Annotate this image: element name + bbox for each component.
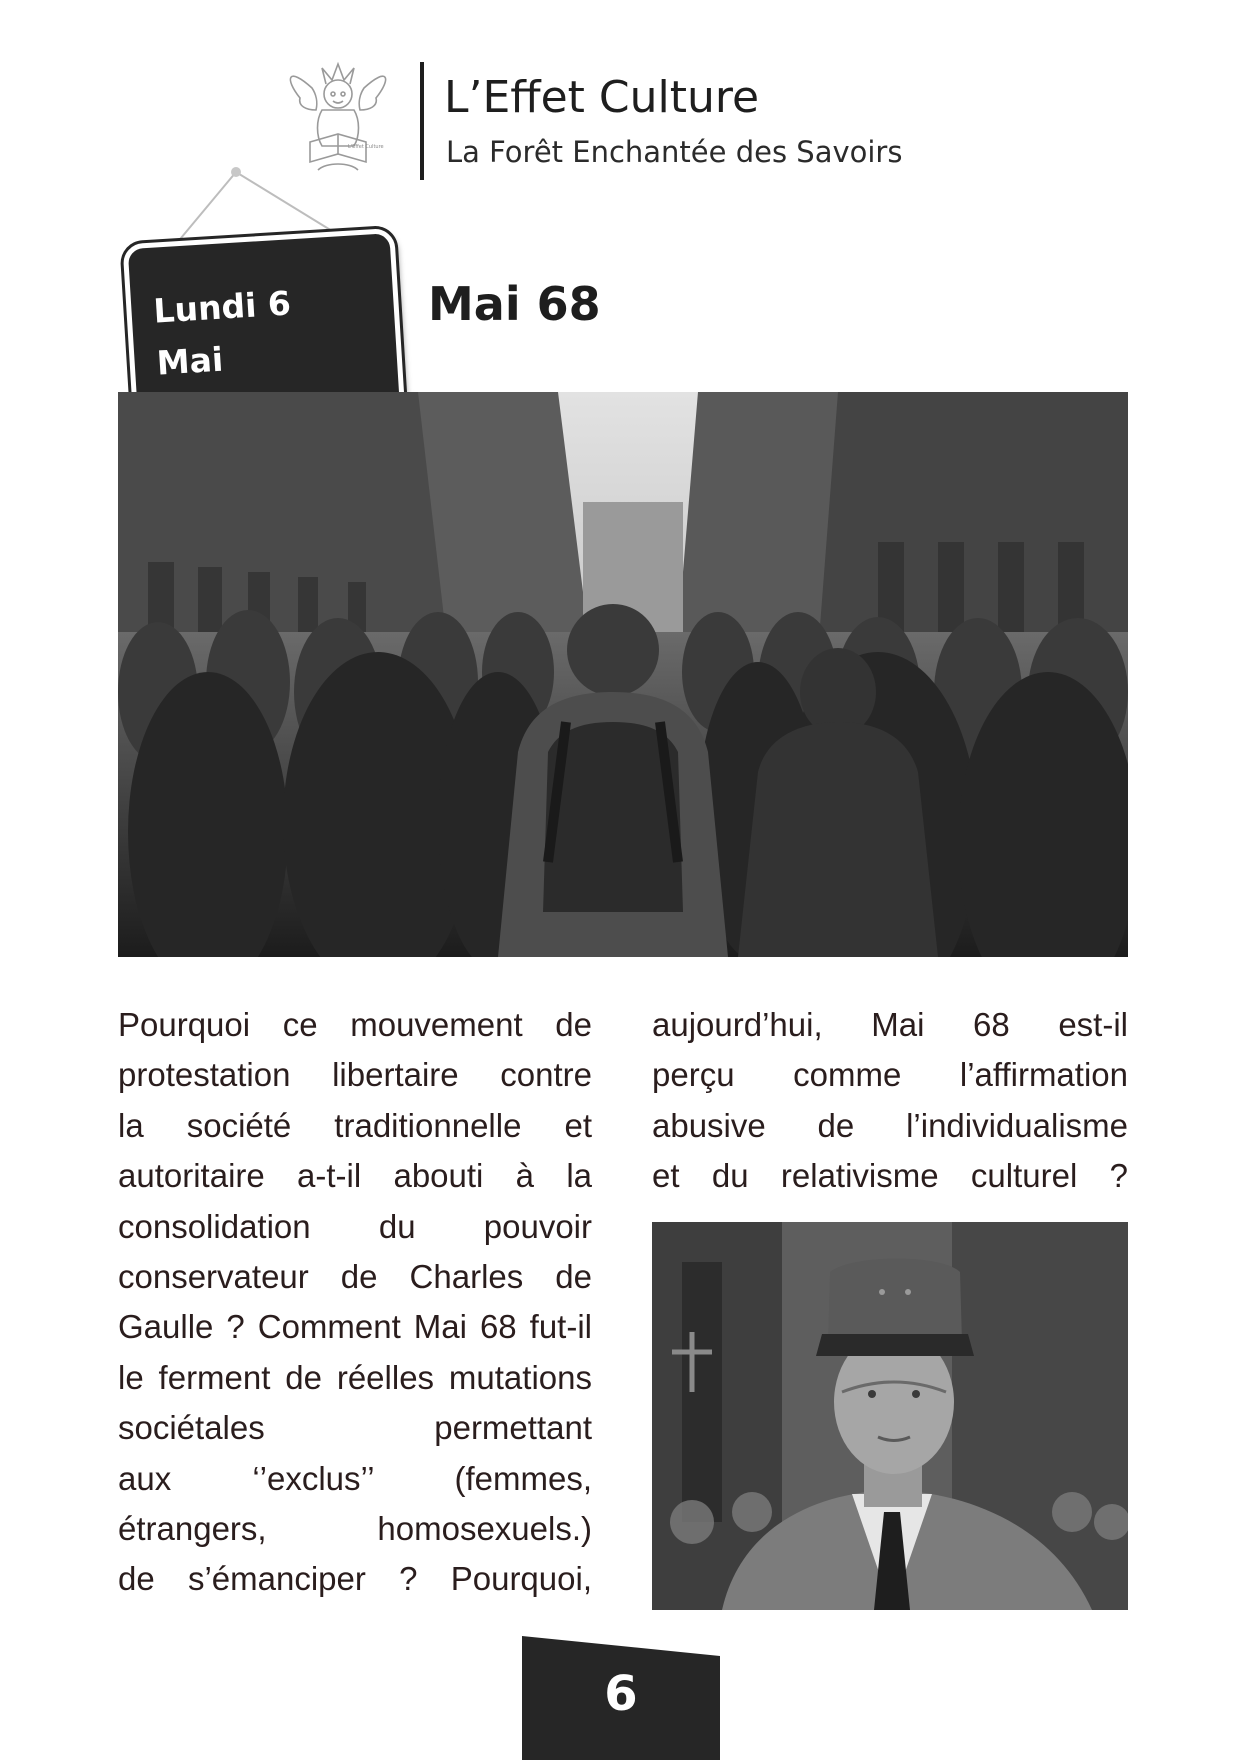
brand-title: L’Effet Culture xyxy=(444,72,760,123)
text-line: perçu comme l’affirmation xyxy=(652,1056,1128,1094)
crowd-street-protest-photo xyxy=(118,392,1128,957)
text-line: Pourquoi ce mouvement de xyxy=(118,1006,592,1043)
date-label: Lundi 6 Mai xyxy=(152,283,292,383)
text-line: aujourd’hui, Mai 68 est-il xyxy=(652,1006,1128,1043)
article-text-left-column xyxy=(118,1000,592,1605)
text-line: autoritaire a-t-il abouti à la xyxy=(118,1157,592,1195)
brand-subtitle: La Forêt Enchantée des Savoirs xyxy=(446,135,903,169)
text-line: le ferment de réelles mutations xyxy=(118,1358,592,1396)
article-title: Mai 68 xyxy=(428,277,601,331)
text-line: de s’émanciper ? Pourquoi, xyxy=(118,1560,592,1598)
text-line: protestation libertaire contre xyxy=(118,1056,592,1094)
text-line: la société traditionnelle et xyxy=(118,1106,592,1144)
page-number-tab xyxy=(522,1636,720,1760)
logo-book-text: L'Effet Culture xyxy=(348,144,384,150)
text-line: étrangers, homosexuels.) xyxy=(118,1510,592,1548)
header-divider xyxy=(420,62,424,180)
text-line: Gaulle ? Comment Mai 68 fut-il xyxy=(118,1308,592,1346)
text-line: et du relativisme culturel ? xyxy=(652,1157,1128,1195)
text-line: sociétales permettant xyxy=(118,1409,592,1447)
general-portrait-photo xyxy=(652,1222,1128,1610)
text-line: aux ‘’exclus’’ (femmes, xyxy=(118,1459,592,1497)
page-number: 6 xyxy=(604,1666,638,1722)
article-text-right-column xyxy=(652,1000,1128,1202)
text-line: abusive de l’individualisme xyxy=(652,1106,1128,1144)
text-line: consolidation du pouvoir xyxy=(118,1207,592,1245)
text-line: conservateur de Charles de xyxy=(118,1258,592,1296)
